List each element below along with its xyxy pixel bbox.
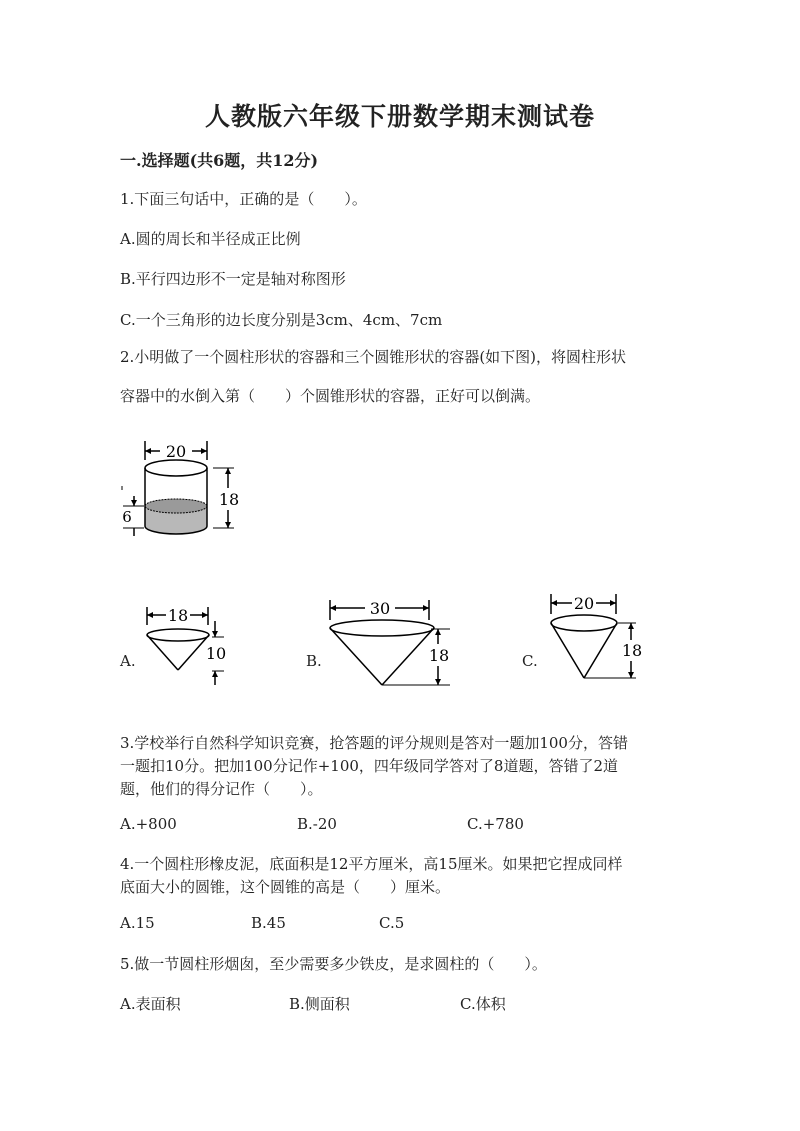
cone-b-height-label: 18 [428, 646, 450, 665]
cone-b-diameter-label: 30 [369, 599, 391, 618]
cone-c-diameter-label: 20 [573, 594, 595, 613]
q4-line-1: 4.一个圆柱形橡皮泥，底面积是12平方厘米，高15厘米。如果把它捏成同样 [120, 855, 623, 873]
q3-line-1: 3.学校举行自然科学知识竞赛，抢答题的评分规则是答对一题加100分，答错 [120, 734, 628, 752]
q5-stem: 5.做一节圆柱形烟囱，至少需要多少铁皮，是求圆柱的（ ）。 [120, 955, 547, 973]
cylinder-water-label: 6 [122, 508, 132, 526]
q2-line-1: 2.小明做了一个圆柱形状的容器和三个圆锥形状的容器(如下图)，将圆柱形状 [120, 348, 627, 366]
q3-option-b: B.-20 [297, 815, 337, 833]
q4-option-c: C.5 [379, 914, 405, 932]
q5-option-c: C.体积 [460, 995, 506, 1013]
q1-option-b: B.平行四边形不一定是轴对称图形 [120, 270, 346, 288]
page-title: 人教版六年级下册数学期末测试卷 [204, 102, 595, 131]
q4-line-2: 底面大小的圆锥，这个圆锥的高是（ ）厘米。 [120, 878, 451, 896]
q4-option-b: B.45 [251, 914, 286, 932]
q3-line-3: 题，他们的得分记作（ ）。 [120, 780, 323, 798]
cylinder-diameter-label: 20 [165, 442, 187, 461]
cone-b-label: B. [306, 652, 322, 670]
cone-a-height-label: 10 [205, 644, 227, 663]
q4-option-a: A.15 [120, 914, 155, 932]
q3-option-a: A.+800 [120, 815, 177, 833]
cone-a-diameter-label: 18 [167, 606, 189, 625]
section-heading: 一.选择题(共6题，共12分) [120, 151, 319, 170]
q2-line-2: 容器中的水倒入第（ ）个圆锥形状的容器，正好可以倒满。 [120, 387, 541, 405]
cone-a-label: A. [120, 652, 136, 670]
q3-line-2: 一题扣10分。把加100分记作+100，四年级同学答对了8道题，答错了2道 [120, 757, 619, 775]
q5-option-a: A.表面积 [120, 995, 181, 1013]
cylinder-figure [118, 438, 248, 543]
q3-option-c: C.+780 [467, 815, 524, 833]
cone-a-figure [140, 603, 240, 688]
q1-option-a: A.圆的周长和半径成正比例 [120, 230, 301, 248]
q1-option-c: C.一个三角形的边长度分别是3cm、4cm、7cm [120, 311, 443, 329]
cone-b-figure [325, 598, 455, 690]
q5-option-b: B.侧面积 [289, 995, 350, 1013]
cone-c-height-label: 18 [621, 641, 643, 660]
cone-c-figure [546, 592, 646, 684]
cone-c-label: C. [522, 652, 538, 670]
q1-stem: 1.下面三句话中，正确的是（ ）。 [120, 190, 367, 208]
cylinder-height-label: 18 [218, 490, 240, 509]
